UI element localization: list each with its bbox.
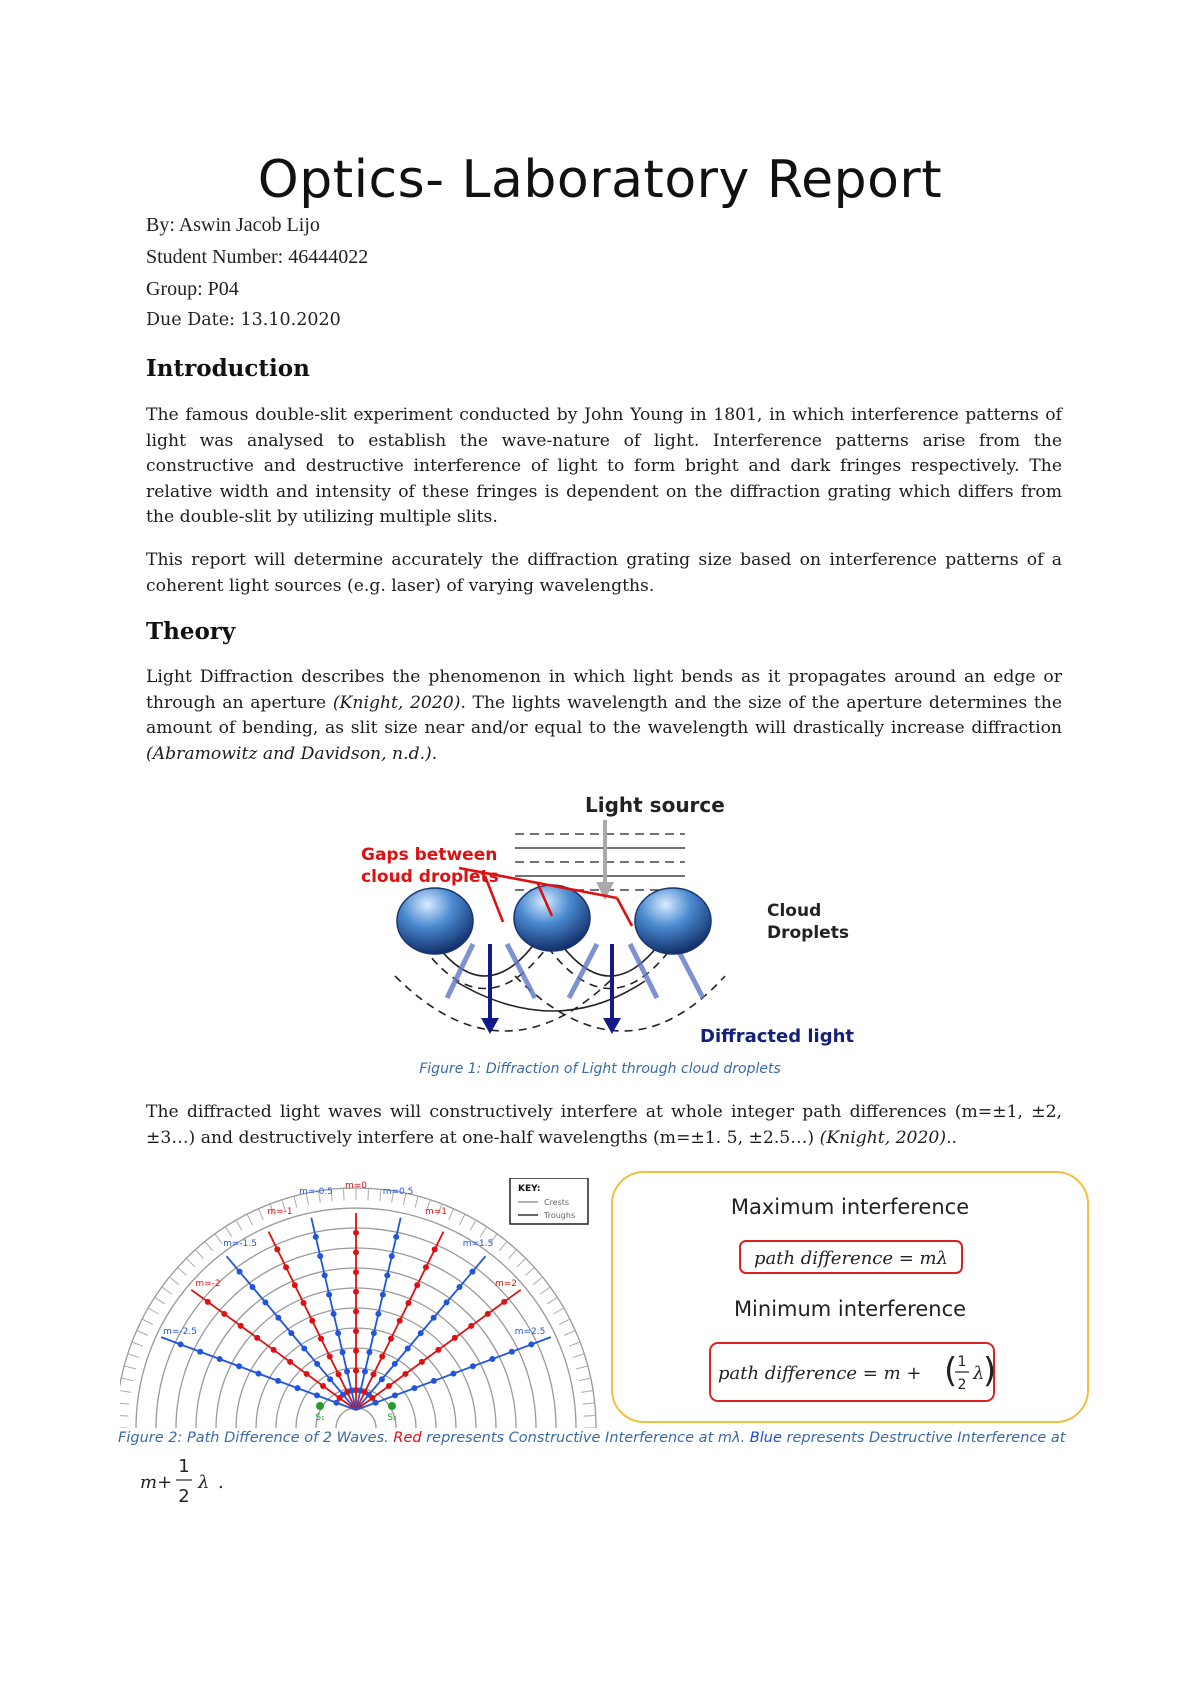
theory-p2-text-a: The diffracted light waves will constructively interfere at whole integer path differences (m=±1, ±2, ±3…) and destructively interfere at one-half wavelengths (m=±1. 5, ±2.5…)	[146, 1102, 1062, 1148]
source-point	[316, 1402, 324, 1410]
source-point	[388, 1402, 396, 1410]
interference-dot	[288, 1330, 294, 1336]
caption-formula	[140, 1440, 250, 1520]
wavefront-arc	[336, 1408, 376, 1428]
interference-dot	[344, 1369, 350, 1375]
interference-dot	[353, 1269, 359, 1275]
interference-dot	[397, 1318, 403, 1324]
interference-dot	[371, 1330, 377, 1336]
rim-tick	[247, 1214, 252, 1225]
interference-dot	[331, 1311, 337, 1317]
interference-dot	[334, 1400, 340, 1406]
interference-dot	[236, 1363, 242, 1369]
minimum-interference-title: Minimum interference	[733, 1297, 967, 1321]
caption2-text-b: represents Constructive Interference at mλ.	[421, 1430, 750, 1446]
interference-dot	[366, 1349, 372, 1355]
caption-formula-numerator: 1	[178, 1456, 190, 1477]
interference-dot	[392, 1392, 398, 1398]
rim-tick	[121, 1378, 133, 1380]
introduction-paragraph-1: The famous double-slit experiment conducted by John Young in 1801, in which interference patterns of light was analysed to establish the wave-nature of light. Interference patterns arise from the constructive and destructive interference of light to form bright and dark fringes respectively. The relative width and intensity of these fringes is dependent on the diffraction grating which differs from the double-slit by utilizing multiple slits.	[146, 405, 1062, 527]
interference-dot	[336, 1371, 342, 1377]
interference-dot	[386, 1383, 392, 1389]
interference-dot	[237, 1269, 243, 1275]
diffracted-main-rays	[481, 944, 621, 1034]
interference-dot	[457, 1284, 463, 1290]
figure-2-caption	[118, 1430, 1065, 1446]
theory-text-c: .	[431, 743, 438, 764]
interference-dot	[370, 1371, 376, 1377]
rim-tick	[540, 1287, 550, 1294]
interference-dot	[501, 1299, 507, 1305]
figure-2-interference-pattern	[120, 1178, 600, 1428]
interference-dot	[444, 1299, 450, 1305]
interference-dot	[274, 1246, 280, 1252]
caption-formula-m: m+	[140, 1472, 173, 1493]
interference-dot	[335, 1330, 341, 1336]
introduction-paragraph-2: This report will determine accurately the diffraction grating size based on interference patterns of a coherent light sources (e.g. laser) of varying wavelengths.	[146, 550, 1062, 596]
label-m25-left: m=-2.5	[163, 1327, 197, 1337]
label-m2-right: m=2	[494, 1279, 518, 1289]
rim-tick	[415, 1196, 418, 1208]
rim-tick	[120, 1415, 128, 1416]
theory-p2-text-b: ..	[946, 1127, 958, 1148]
interference-dot	[389, 1253, 395, 1259]
rim-tick	[579, 1378, 591, 1380]
rim-tick	[584, 1415, 596, 1416]
group-line: Group: P04	[146, 278, 239, 300]
theory-text-b: . The lights wavelength and the size of the aperture determines the amount of bending, as slit size near and/or equal to the wavelength will drastically increase diffraction	[146, 692, 1062, 738]
rim-tick	[148, 1308, 158, 1314]
interference-dot	[256, 1371, 262, 1377]
rim-tick	[460, 1214, 465, 1225]
rim-tick	[564, 1330, 575, 1335]
rim-tick	[205, 1241, 213, 1250]
rim-tick	[499, 1241, 507, 1250]
interference-dot	[392, 1361, 398, 1367]
maximum-interference-title: Maximum interference	[730, 1195, 970, 1219]
gaps-label-line1: Gaps between	[361, 845, 498, 865]
interference-dot	[431, 1315, 437, 1321]
source-arrow	[596, 820, 614, 900]
interference-dot	[217, 1356, 223, 1362]
max-formula: path difference = mλ	[753, 1248, 949, 1269]
interference-dot	[485, 1311, 491, 1317]
citation-abramowitz: (Abramowitz and Davidson, n.d.)	[146, 743, 432, 764]
pattern-labels	[163, 1181, 545, 1423]
key-title: KEY:	[518, 1184, 541, 1194]
theory-paragraph-1	[146, 665, 1062, 767]
interference-dot	[353, 1368, 359, 1374]
interference-dot	[320, 1383, 326, 1389]
label-m2-left: m=-2	[195, 1279, 221, 1289]
interference-dot	[379, 1376, 385, 1382]
interference-dot	[528, 1341, 534, 1347]
interference-dot	[326, 1292, 332, 1298]
interference-dot	[375, 1311, 381, 1317]
rim-tick	[581, 1390, 593, 1392]
rim-tick	[178, 1267, 187, 1275]
min-formula-paren-right: )	[983, 1351, 997, 1391]
rim-tick	[380, 1189, 381, 1201]
student-number-line: Student Number: 46444022	[146, 246, 369, 268]
interference-dot	[418, 1330, 424, 1336]
rim-tick	[533, 1277, 542, 1285]
min-formula-numerator: 1	[957, 1354, 967, 1370]
interference-dot	[205, 1299, 211, 1305]
interference-dot	[468, 1323, 474, 1329]
rim-tick	[195, 1250, 203, 1259]
label-m25-right: m=2.5	[514, 1327, 546, 1337]
caption-formula-lambda: λ	[198, 1472, 210, 1493]
interference-dot	[432, 1246, 438, 1252]
interference-dot	[402, 1371, 408, 1377]
interference-dot	[414, 1282, 420, 1288]
wave-lines	[515, 834, 685, 890]
interference-dot	[380, 1292, 386, 1298]
rim-tick	[236, 1220, 242, 1230]
label-m1-left: m=-1	[267, 1207, 293, 1217]
rim-tick	[162, 1287, 172, 1294]
rim-tick	[553, 1308, 563, 1314]
caption2-text-a: Figure 2: Path Difference of 2 Waves.	[118, 1430, 394, 1446]
figure-2-formula-box	[610, 1170, 1090, 1426]
interference-dot	[318, 1336, 324, 1342]
label-m1-right: m=1	[424, 1207, 448, 1217]
rim-tick	[215, 1234, 222, 1244]
diffracted-light-label: Diffracted light	[700, 1026, 854, 1047]
interference-dot	[353, 1249, 359, 1255]
min-formula-text: path difference = m +	[718, 1363, 922, 1384]
interference-dot	[317, 1253, 323, 1259]
rim-tick	[576, 1366, 588, 1369]
rim-tick	[547, 1297, 557, 1304]
interference-dot	[470, 1363, 476, 1369]
interference-dot	[353, 1348, 359, 1354]
interference-dot	[469, 1269, 475, 1275]
interference-dot	[283, 1264, 289, 1270]
min-formula-denominator: 2	[957, 1377, 967, 1393]
interference-dot	[353, 1289, 359, 1295]
interference-dot	[435, 1347, 441, 1353]
interference-dot	[340, 1349, 346, 1355]
gaps-label-line2: cloud droplets	[361, 867, 499, 887]
interference-dot	[353, 1328, 359, 1334]
rim-tick	[142, 1319, 153, 1324]
interference-dot	[423, 1264, 429, 1270]
interference-dot	[275, 1315, 281, 1321]
rim-tick	[258, 1209, 263, 1220]
figure-1-caption: Figure 1: Diffraction of Light through cloud droplets	[419, 1061, 781, 1077]
interference-dot	[287, 1359, 293, 1365]
caption2-blue: Blue	[749, 1430, 782, 1446]
min-formula-lambda: λ	[973, 1363, 985, 1384]
label-s1: S₁	[315, 1413, 325, 1423]
interference-dot	[353, 1309, 359, 1315]
interference-dot	[262, 1299, 268, 1305]
interference-dot	[411, 1385, 417, 1391]
label-s2: S₂	[387, 1413, 397, 1423]
interference-dot	[405, 1300, 411, 1306]
rim-tick	[186, 1258, 194, 1266]
interference-dot	[393, 1234, 399, 1240]
rim-tick	[569, 1342, 580, 1346]
label-m15-right: m=1.5	[462, 1239, 494, 1249]
interference-dot	[292, 1282, 298, 1288]
label-m0: m=0	[344, 1181, 368, 1191]
rim-tick	[132, 1342, 143, 1346]
interference-dot	[372, 1400, 378, 1406]
interference-dot	[295, 1385, 301, 1391]
key-crests: Crests	[544, 1198, 570, 1207]
caption-formula-dot: .	[218, 1472, 224, 1493]
interference-dot	[489, 1356, 495, 1362]
interference-dot	[238, 1323, 244, 1329]
rim-tick	[155, 1297, 165, 1304]
interference-dot	[309, 1318, 315, 1324]
rim-tick	[137, 1330, 148, 1335]
interference-dot	[271, 1347, 277, 1353]
citation-knight-2: (Knight, 2020)	[819, 1127, 947, 1148]
rim-tick	[120, 1390, 131, 1392]
introduction-heading: Introduction	[146, 355, 310, 382]
label-m05-left: m=-0.5	[299, 1187, 333, 1197]
interference-dot	[249, 1284, 255, 1290]
interference-dot	[450, 1371, 456, 1377]
interference-dot	[314, 1392, 320, 1398]
author-line: By: Aswin Jacob Lijo	[146, 214, 320, 236]
rim-tick	[169, 1277, 178, 1285]
rim-tick	[128, 1354, 139, 1358]
figure-1-diffraction-diagram	[355, 786, 855, 1054]
rim-tick	[509, 1250, 517, 1259]
rim-tick	[124, 1366, 136, 1369]
interference-dot	[384, 1272, 390, 1278]
rim-tick	[480, 1227, 487, 1237]
interference-dot	[314, 1361, 320, 1367]
label-m05-right: m=0.5	[382, 1187, 414, 1197]
interference-dot	[327, 1353, 333, 1359]
caption2-red: Red	[393, 1430, 422, 1446]
interference-dot	[275, 1378, 281, 1384]
rim-tick	[294, 1196, 297, 1208]
theory-paragraph-2	[146, 1100, 1062, 1151]
interference-dot	[197, 1349, 203, 1355]
rim-tick	[343, 1188, 344, 1200]
interference-dot	[509, 1349, 515, 1355]
rim-tick	[120, 1403, 129, 1404]
rim-tick	[583, 1403, 595, 1404]
cloud-droplet-2	[514, 885, 590, 951]
interference-dot	[379, 1353, 385, 1359]
interference-dot	[301, 1346, 307, 1352]
min-formula-paren-left: (	[944, 1351, 958, 1391]
due-date-line: Due Date: 13.10.2020	[146, 310, 341, 330]
legend-key	[510, 1178, 588, 1224]
label-m15-left: m=-1.5	[223, 1239, 257, 1249]
cloud-label-line2: Droplets	[767, 923, 849, 943]
rim-tick	[517, 1258, 525, 1266]
rim-tick	[470, 1220, 476, 1230]
caption2-text-c: represents Destructive Interference at	[781, 1430, 1066, 1446]
interference-dot	[254, 1335, 260, 1341]
rim-tick	[225, 1227, 232, 1237]
cloud-label-line1: Cloud	[767, 901, 822, 921]
cloud-droplet-3	[635, 888, 711, 954]
citation-knight: (Knight, 2020)	[332, 692, 461, 713]
interference-dot	[304, 1371, 310, 1377]
cloud-droplet-1	[397, 888, 473, 954]
interference-dot	[353, 1230, 359, 1236]
rim-tick	[449, 1209, 454, 1220]
rim-tick	[368, 1188, 369, 1200]
rim-tick	[559, 1319, 570, 1324]
light-source-label: Light source	[585, 793, 725, 817]
interference-dot	[405, 1346, 411, 1352]
interference-dot	[322, 1272, 328, 1278]
theory-heading: Theory	[146, 618, 236, 645]
interference-dot	[221, 1311, 227, 1317]
rim-tick	[573, 1354, 584, 1358]
rim-tick	[525, 1267, 534, 1275]
interference-dot	[178, 1341, 184, 1347]
interference-dot	[388, 1336, 394, 1342]
theory-text-a: Light Diffraction describes the phenomenon in which light bends as it propagates around an edge or through an aperture	[146, 667, 1062, 713]
interference-dot	[313, 1234, 319, 1240]
interference-dot	[452, 1335, 458, 1341]
interference-dot	[301, 1300, 307, 1306]
page-title: Optics- Laboratory Report	[257, 150, 943, 210]
key-troughs: Troughs	[544, 1211, 576, 1220]
interference-dot	[362, 1369, 368, 1375]
interference-dot	[431, 1378, 437, 1384]
interference-dot	[419, 1359, 425, 1365]
caption-formula-denominator: 2	[178, 1486, 190, 1507]
interference-dot	[327, 1376, 333, 1382]
